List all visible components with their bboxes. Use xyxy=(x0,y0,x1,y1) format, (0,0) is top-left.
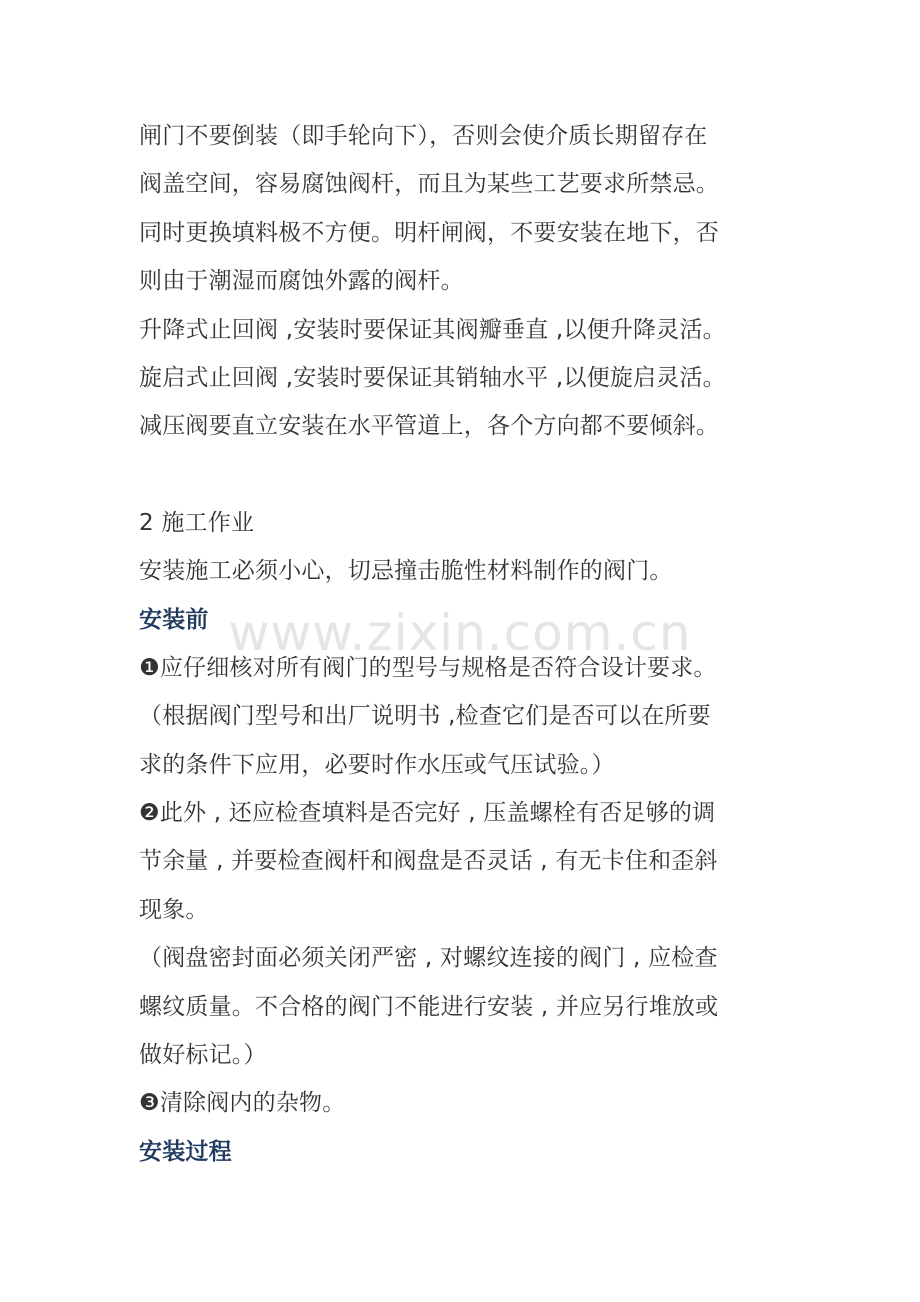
step-line: 做好标记。） xyxy=(139,1042,267,1069)
step-line: 现象。 xyxy=(139,896,209,923)
step-line: 求的条件下应用，必要时作水压或气压试验。） xyxy=(139,751,615,778)
paragraph-line: 同时更换填料极不方便。明杆闸阀，不要安装在地下，否 xyxy=(139,219,719,246)
intro-text: 安装施工必须小心，切忌撞击脆性材料制作的阀门。 xyxy=(139,558,673,585)
paragraph-line: 阀盖空间，容易腐蚀阀杆，而且为某些工艺要求所禁忌。 xyxy=(139,171,719,198)
heading-before-install: 安装前 xyxy=(139,606,209,633)
step-line: （阀盘密封面必须关闭严密 , 对螺纹连接的阀门 , 应检查 xyxy=(139,945,718,972)
section-title: 2 施工作业 xyxy=(139,509,255,536)
paragraph-line: 减压阀要直立安装在水平管道上，各个方向都不要倾斜。 xyxy=(139,413,719,440)
step-line: （根据阀门型号和出厂说明书 ,检查它们是否可以在所要 xyxy=(139,703,711,730)
step-line: ❶应仔细核对所有阀门的型号与规格是否符合设计要求。 xyxy=(139,654,717,681)
step-line: ❷此外 , 还应检查填料是否完好 , 压盖螺栓有否足够的调 xyxy=(139,800,716,827)
watermark: www.zixin.com.cn xyxy=(228,604,692,662)
paragraph-spacer xyxy=(139,451,819,499)
document-body xyxy=(139,112,819,1176)
step-line: ❸清除阀内的杂物。 xyxy=(139,1090,346,1117)
paragraph-line: 升降式止回阀 ,安装时要保证其阀瓣垂直 ,以便升降灵活。 xyxy=(139,316,726,343)
paragraph-line: 旋启式止回阀 ,安装时要保证其销轴水平 ,以便旋启灵活。 xyxy=(139,364,726,391)
step-line: 节余量 , 并要检查阀杆和阀盘是否灵话 , 有无卡住和歪斜 xyxy=(139,848,718,875)
paragraph-line: 则由于潮湿而腐蚀外露的阀杆。 xyxy=(139,268,464,295)
heading-install-process: 安装过程 xyxy=(139,1138,232,1165)
step-line: 螺纹质量。不合格的阀门不能进行安装 , 并应另行堆放或 xyxy=(139,993,719,1020)
paragraph-line: 闸门不要倒装（即手轮向下），否则会使介质长期留存在 xyxy=(139,123,708,149)
